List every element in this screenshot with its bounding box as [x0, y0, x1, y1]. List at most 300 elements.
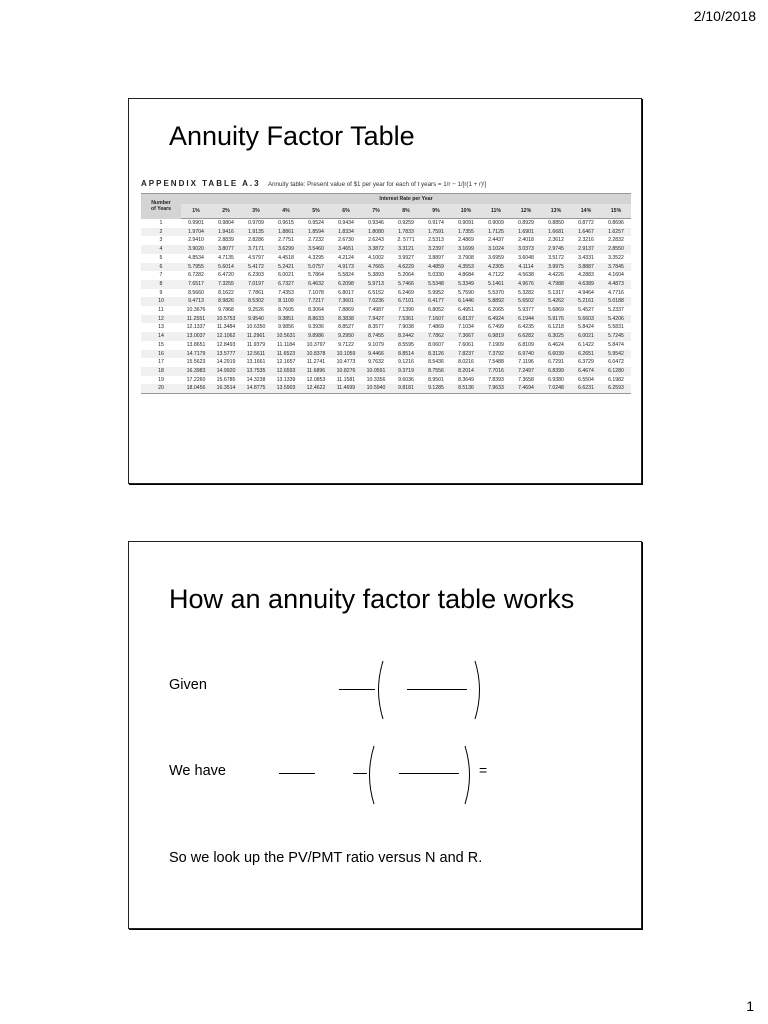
table-cell: 13.1339 [276, 376, 296, 383]
rate-header: 4% [271, 204, 301, 219]
table-cell: 6.9380 [548, 376, 564, 383]
table-cell: 2.4437 [488, 237, 504, 244]
table-cell: 4.7135 [218, 254, 234, 261]
table-cell: 6.7291 [548, 359, 564, 366]
table-cell: 0.8850 [548, 220, 564, 226]
table-cell: 5.9952 [428, 289, 444, 296]
table-group-header-row [141, 194, 631, 205]
table-cell: 8.3126 [421, 350, 451, 359]
table-cell: 1.9704 [181, 228, 211, 237]
table-cell: 7.0197 [241, 280, 271, 289]
year-cell: 11 [158, 307, 164, 314]
table-cell: 10.3356 [366, 376, 386, 383]
table-cell: 1.8334 [331, 228, 361, 237]
year-cell: 14 [141, 332, 181, 341]
table-cell: 13.0037 [181, 332, 211, 341]
table-cell: 10.5940 [361, 384, 391, 393]
table-cell: 6.4720 [218, 272, 234, 279]
table-cell: 9.8181 [391, 384, 421, 393]
table-cell: 8.8514 [391, 350, 421, 359]
table-cell: 14.2919 [216, 359, 236, 366]
table-cell: 2.3612 [548, 237, 564, 244]
rate-header-row [141, 204, 631, 219]
table-cell: 1.7591 [421, 228, 451, 237]
rate-header: 1% [181, 204, 211, 219]
table-cell: 0.9524 [308, 220, 324, 226]
table-cell: 8.5595 [398, 341, 414, 348]
table-cell: 5.8424 [578, 324, 594, 331]
table-cell: 14.8775 [241, 384, 271, 393]
table-cell: 13.7535 [241, 367, 271, 376]
table-cell: 8.8633 [301, 315, 331, 324]
table-cell: 3.8897 [428, 254, 444, 261]
year-cell: 3 [159, 237, 163, 244]
table-cell: 7.1390 [398, 307, 414, 314]
table-cell: 5.3282 [518, 289, 534, 296]
table-cell: 0.8929 [518, 220, 534, 226]
table-row [141, 384, 631, 393]
table-cell: 6.4624 [548, 341, 564, 348]
table-cell: 11.2961 [241, 332, 271, 341]
rate-header: 10% [451, 204, 481, 219]
table-cell: 4.8534 [188, 254, 204, 261]
table-cell: 6.2065 [488, 307, 504, 314]
table-cell: 9.7868 [218, 307, 234, 314]
table-cell: 3.4331 [578, 254, 594, 261]
table-row [141, 236, 631, 245]
table-cell: 7.5361 [391, 315, 421, 324]
table-cell: 6.8137 [451, 315, 481, 324]
table-cell: 6.7327 [271, 280, 301, 289]
table-cell: 4.1114 [511, 263, 541, 272]
table-cell: 8.0216 [458, 359, 474, 366]
table-cell: 11.6523 [271, 350, 301, 359]
table-cell: 7.7862 [421, 332, 451, 341]
years-header-line-2: of Years [150, 206, 172, 213]
table-cell: 4.9676 [511, 280, 541, 289]
table-cell: 4.1002 [368, 254, 384, 261]
table-cell: 6.3729 [578, 359, 594, 366]
year-cell: 6 [141, 263, 181, 272]
rate-header: 11% [481, 204, 511, 219]
table-cell: 3.5172 [548, 254, 564, 261]
table-cell: 5.7590 [458, 289, 474, 296]
table-cell: 8.2442 [391, 332, 421, 341]
table-cell: 0.8772 [578, 220, 594, 226]
table-cell: 9.3851 [271, 315, 301, 324]
table-cell: 7.0248 [541, 384, 571, 393]
table-cell: 10.1059 [331, 350, 361, 359]
table-cell: 2.8550 [601, 245, 631, 254]
table-cell: 4.7716 [608, 289, 624, 296]
table-cell: 13.1661 [246, 359, 266, 366]
table-cell: 1.6901 [511, 228, 541, 237]
table-cell: 8.8527 [338, 324, 354, 331]
table-cell: 4.4518 [278, 254, 294, 261]
table-cell: 5.9542 [601, 350, 631, 359]
table-cell: 6.4632 [301, 280, 331, 289]
table-cell: 11.3484 [216, 324, 236, 331]
table-cell: 3.7171 [241, 245, 271, 254]
table-cell: 5.7864 [308, 272, 324, 279]
table-row [141, 323, 631, 332]
rate-header: 7% [361, 204, 391, 219]
table-cell: 0.9259 [398, 220, 414, 226]
table-cell: 5.4527 [578, 307, 594, 314]
table-cell: 7.9427 [361, 315, 391, 324]
table-cell: 8.1109 [271, 297, 301, 306]
table-cell: 4.5797 [248, 254, 264, 261]
table-cell: 16.3983 [181, 367, 211, 376]
table-row [141, 228, 631, 237]
table-cell: 6.8109 [518, 341, 534, 348]
table-cell: 5.9176 [541, 315, 571, 324]
table-row [141, 289, 631, 298]
table-cell: 11.4699 [331, 384, 361, 393]
table-cell: 12.8493 [216, 341, 236, 348]
table-cell: 10.5631 [271, 332, 301, 341]
table-cell: 2.6243 [368, 237, 384, 244]
table-cell: 11.1581 [336, 376, 356, 383]
table-cell: 2.8839 [218, 237, 234, 244]
table-cell: 6.1280 [601, 367, 631, 376]
table-cell: 2.5313 [428, 237, 444, 244]
table-cell: 13.5903 [271, 384, 301, 393]
table-cell: 9.2950 [331, 332, 361, 341]
table-cell: 7.4353 [278, 289, 294, 296]
table-cell: 8.9826 [211, 297, 241, 306]
table-cell: 7.4869 [428, 324, 444, 331]
table-cell: 10.0591 [361, 367, 391, 376]
table-cell: 6.1446 [451, 297, 481, 306]
table-cell: 6.9819 [481, 332, 511, 341]
table-cell: 7.6517 [181, 280, 211, 289]
slide-how-annuity-table-works [128, 541, 642, 929]
table-cell: 9.8986 [301, 332, 331, 341]
table-cell: 11.2741 [306, 359, 326, 366]
year-cell: 12 [141, 315, 181, 324]
table-cell: 12.1337 [186, 324, 206, 331]
left-parenthesis [364, 745, 378, 805]
table-cell: 4.2883 [578, 272, 594, 279]
table-cell: 1.9135 [241, 228, 271, 237]
table-cell: 2.6730 [338, 237, 354, 244]
table-cell: 6.1944 [511, 315, 541, 324]
table-cell: 3.0373 [511, 245, 541, 254]
table-cell: 9.4713 [181, 297, 211, 306]
table-cell: 9.1079 [368, 341, 384, 348]
table-cell: 6.2593 [601, 384, 631, 393]
table-cell: 10.3797 [306, 341, 326, 348]
table-cell: 11.6896 [301, 367, 331, 376]
table-cell: 7.3601 [331, 297, 361, 306]
table-cell: 6.6231 [571, 384, 601, 393]
table-cell: 7.7217 [301, 297, 331, 306]
table-cell: 12.1657 [276, 359, 296, 366]
table-cell: 7.8869 [338, 307, 354, 314]
rate-header: 12% [511, 204, 541, 219]
table-cell: 7.1078 [308, 289, 324, 296]
table-cell: 0.9009 [488, 220, 504, 226]
rate-header: 8% [391, 204, 421, 219]
table-cell: 17.2260 [186, 376, 206, 383]
table-cell: 7.3667 [451, 332, 481, 341]
year-cell: 9 [159, 289, 163, 296]
table-cell: 9.9540 [241, 315, 271, 324]
table-cell: 5.7466 [391, 280, 421, 289]
table-cell: 8.5136 [451, 384, 481, 393]
table-cell: 6.3025 [541, 332, 571, 341]
table-cell: 3.3872 [361, 245, 391, 254]
rate-header: 13% [541, 204, 571, 219]
table-cell: 10.5753 [211, 315, 241, 324]
we-have-label: We have [169, 763, 226, 779]
table-cell: 5.1317 [548, 289, 564, 296]
table-cell: 10.8276 [331, 367, 361, 376]
table-row [141, 315, 631, 324]
table-cell: 8.3838 [331, 315, 361, 324]
year-cell: 16 [141, 350, 181, 359]
table-cell: 11.9379 [246, 341, 266, 348]
table-cell: 6.4177 [421, 297, 451, 306]
year-cell: 17 [158, 359, 164, 366]
table-cell: 1.6681 [541, 228, 571, 237]
table-cell: 6.2651 [571, 350, 601, 359]
table-cell: 10.4773 [336, 359, 356, 366]
rate-header: 5% [301, 204, 331, 219]
table-cell: 9.7122 [338, 341, 354, 348]
table-cell: 6.2098 [331, 280, 361, 289]
table-cell: 6.8017 [338, 289, 354, 296]
equals-sign: = [479, 762, 488, 778]
table-cell: 2.9137 [571, 245, 601, 254]
table-cell: 2.3216 [578, 237, 594, 244]
table-cell: 7.1909 [488, 341, 504, 348]
table-cell: 6.4235 [518, 324, 534, 331]
year-cell: 13 [158, 324, 164, 331]
table-row [141, 254, 631, 263]
year-cell: 10 [141, 297, 181, 306]
table-row [141, 350, 631, 359]
table-cell: 4.8684 [458, 272, 474, 279]
slide-title: How an annuity factor table works [169, 584, 575, 614]
table-cell: 8.5436 [428, 359, 444, 366]
table-cell: 0.9091 [458, 220, 474, 226]
table-cell: 4.3553 [451, 263, 481, 272]
given-label: Given [169, 677, 207, 693]
table-cell: 2.7232 [308, 237, 324, 244]
table-row [141, 341, 631, 350]
rate-header: 3% [241, 204, 271, 219]
table-cell: 14.7179 [181, 350, 211, 359]
table-cell: 6.0021 [278, 272, 294, 279]
fraction-line [279, 773, 315, 774]
table-cell: 1.8594 [301, 228, 331, 237]
annuity-table [141, 193, 631, 394]
table-cell: 0.9804 [218, 220, 234, 226]
table-cell: 9.4466 [361, 350, 391, 359]
table-cell: 6.2303 [248, 272, 264, 279]
table-cell: 8.3064 [308, 307, 324, 314]
table-cell: 6.9740 [511, 350, 541, 359]
table-cell: 4.7988 [541, 280, 571, 289]
table-cell: 8.7455 [361, 332, 391, 341]
years-header-line-1: Number [151, 200, 171, 207]
page-number: 1 [746, 998, 754, 1014]
table-cell: 7.0236 [361, 297, 391, 306]
table-cell: 8.7556 [421, 367, 451, 376]
table-cell: 3.8887 [571, 263, 601, 272]
table-cell: 3.9020 [181, 245, 211, 254]
table-cell: 6.4951 [458, 307, 474, 314]
year-cell: 19 [158, 376, 164, 383]
table-cell: 2.8286 [248, 237, 264, 244]
table-cell: 6.5152 [368, 289, 384, 296]
table-cell: 1.6467 [571, 228, 601, 237]
table-cell: 6.0472 [608, 359, 624, 366]
table-cell: 3.8077 [211, 245, 241, 254]
table-cell: 5.8892 [481, 297, 511, 306]
table-cell: 5.5348 [421, 280, 451, 289]
table-cell: 8.2014 [451, 367, 481, 376]
table-cell: 6.5504 [578, 376, 594, 383]
rate-header: 14% [571, 204, 601, 219]
table-cell: 0.9709 [248, 220, 264, 226]
rate-header: 9% [421, 204, 451, 219]
table-cell: 8.5660 [188, 289, 204, 296]
table-cell: 5.0188 [601, 297, 631, 306]
table-cell: 7.9633 [481, 384, 511, 393]
table-cell: 12.6593 [271, 367, 301, 376]
table-cell: 4.4226 [548, 272, 564, 279]
table-cell: 2.4018 [518, 237, 534, 244]
table-cell: 5.0330 [428, 272, 444, 279]
table-cell: 4.2305 [481, 263, 511, 272]
table-cell: 5.5824 [338, 272, 354, 279]
table-cell: 12.1062 [211, 332, 241, 341]
table-cell: 5.6014 [211, 263, 241, 272]
conclusion-text: So we look up the PV/PMT ratio versus N and R. [169, 850, 483, 866]
fraction-line [407, 689, 467, 690]
table-cell: 5.5370 [488, 289, 504, 296]
table-cell: 5.9713 [361, 280, 391, 289]
table-row [141, 245, 631, 254]
table-cell: 2.7751 [278, 237, 294, 244]
table-cell: 7.8393 [488, 376, 504, 383]
table-row [141, 263, 631, 272]
table-cell: 7.6061 [458, 341, 474, 348]
table-cell: 7.3792 [481, 350, 511, 359]
table-cell: 4.9464 [578, 289, 594, 296]
table-cell: 4.6229 [391, 263, 421, 272]
table-cell: 7.4987 [368, 307, 384, 314]
right-parenthesis [472, 660, 486, 720]
table-cell: 0.9901 [188, 220, 204, 226]
table-cell: 2.2832 [608, 237, 624, 244]
table-cell: 6.4924 [481, 315, 511, 324]
year-cell: 4 [141, 245, 181, 254]
table-cell: 0.9174 [428, 220, 444, 226]
table-cell: 8.5302 [241, 297, 271, 306]
table-cell: 9.6036 [398, 376, 414, 383]
right-parenthesis [462, 745, 476, 805]
left-parenthesis [373, 660, 387, 720]
table-cell: 8.0607 [428, 341, 444, 348]
table-cell: 13.5777 [211, 350, 241, 359]
table-cell: 11.1184 [277, 341, 295, 348]
year-cell: 15 [158, 341, 164, 348]
table-cell: 4.7122 [488, 272, 504, 279]
table-cell: 6.6039 [541, 350, 571, 359]
table-cell: 3.4651 [331, 245, 361, 254]
table-cell: 14.9920 [211, 367, 241, 376]
appendix-caption: Annuity table: Present value of $1 per year for each of t years = 1/r − 1/[r(1 + r)ᵗ] [267, 181, 487, 188]
page-date: 2/10/2018 [693, 8, 756, 24]
table-cell: 9.3719 [391, 367, 421, 376]
table-cell: 5.2337 [608, 307, 624, 314]
table-cell: 5.4172 [241, 263, 271, 272]
table-cell: 6.1422 [578, 341, 594, 348]
table-cell: 14.3238 [246, 376, 266, 383]
table-cell: 1.7125 [481, 228, 511, 237]
table-cell: 12.5611 [241, 350, 271, 359]
table-cell: 7.7016 [481, 367, 511, 376]
table-cell: 0.8696 [608, 220, 624, 226]
table-cell: 3.9975 [541, 263, 571, 272]
appendix-label: APPENDIX TABLE A.3 [141, 179, 261, 188]
table-row [141, 367, 631, 376]
table-cell: 2. 5771 [397, 237, 415, 244]
table-cell: 6.1982 [608, 376, 624, 383]
table-cell: 5.7955 [181, 263, 211, 272]
table-cell: 1.7355 [451, 228, 481, 237]
table-cell: 18.0456 [181, 384, 211, 393]
slide-annuity-factor-table [128, 98, 642, 484]
table-row [141, 219, 631, 228]
table-cell: 4.1604 [608, 272, 624, 279]
table-cell: 4.4859 [421, 263, 451, 272]
year-cell: 18 [141, 367, 181, 376]
table-cell: 5.8474 [608, 341, 624, 348]
table-cell: 3.7908 [458, 254, 474, 261]
table-cell: 15.5623 [186, 359, 206, 366]
year-cell: 5 [159, 254, 163, 261]
rate-header: 6% [331, 204, 361, 219]
table-cell: 3.6959 [488, 254, 504, 261]
table-cell: 8.9501 [428, 376, 444, 383]
table-row [141, 306, 631, 315]
table-cell: 9.1216 [398, 359, 414, 366]
table-cell: 5.2421 [271, 263, 301, 272]
table-cell: 10.6350 [246, 324, 266, 331]
table-cell: 7.9038 [398, 324, 414, 331]
table-cell: 9.9856 [278, 324, 294, 331]
table-cell: 6.7282 [188, 272, 204, 279]
table-cell: 7.3658 [518, 376, 534, 383]
table-cell: 3.3121 [391, 245, 421, 254]
table-row [141, 332, 631, 341]
table-cell: 3.6048 [518, 254, 534, 261]
table-cell: 7.3255 [211, 280, 241, 289]
table-cell: 4.3295 [308, 254, 324, 261]
table-cell: 6.6282 [511, 332, 541, 341]
table-cell: 8.1622 [218, 289, 234, 296]
year-cell: 1 [159, 219, 163, 226]
table-cell: 3.6299 [271, 245, 301, 254]
table-cell: 6.8399 [541, 367, 571, 376]
table-cell: 3.2397 [421, 245, 451, 254]
table-cell: 4.7665 [361, 263, 391, 272]
